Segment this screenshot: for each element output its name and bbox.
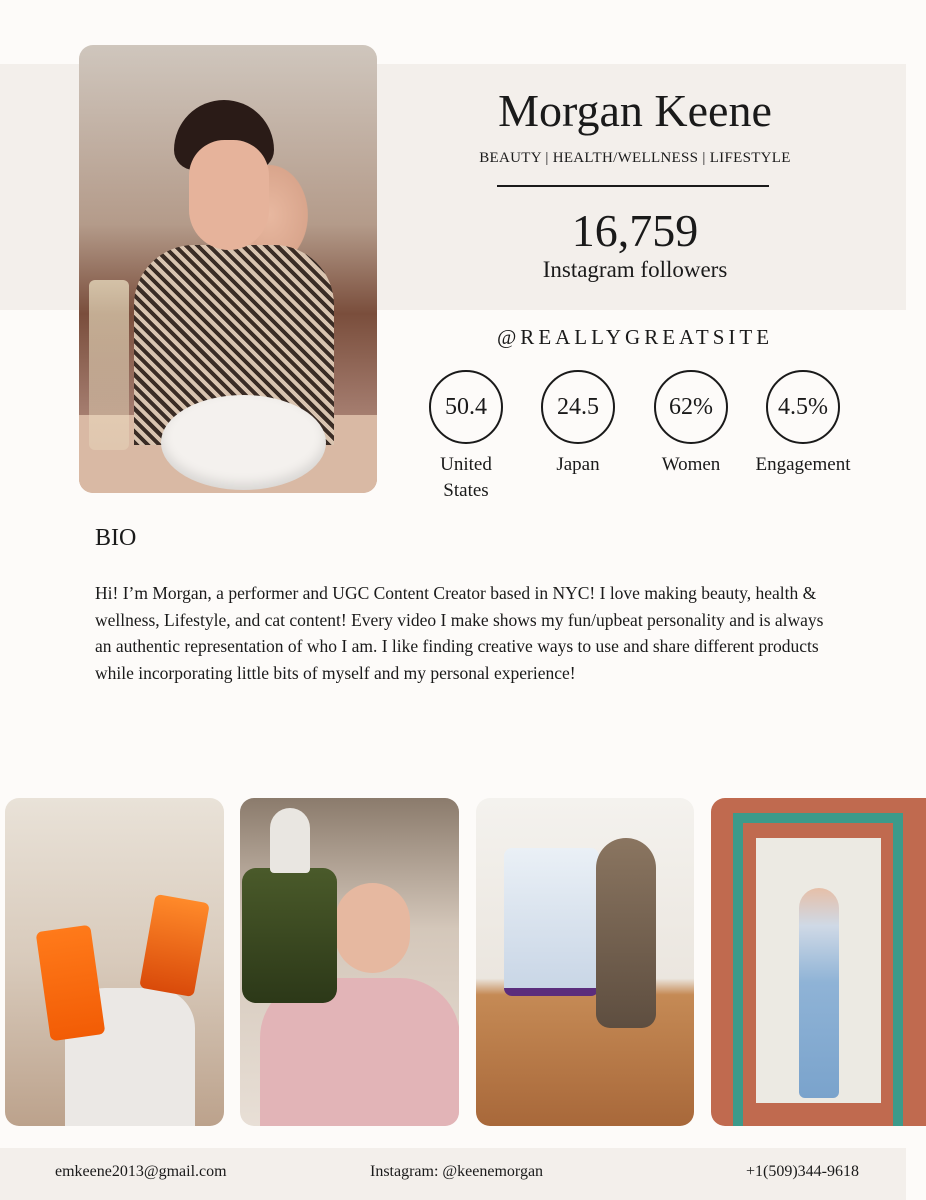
- footer-email: emkeene2013@gmail.com: [55, 1163, 227, 1180]
- stat-japan: [523, 370, 633, 478]
- stat-circle: 24.5: [541, 370, 615, 444]
- niche-tagline: BEAUTY | HEALTH/WELLNESS | LIFESTYLE: [479, 150, 791, 166]
- stat-women: [636, 370, 746, 478]
- gallery-photo-skincare: [5, 798, 224, 1126]
- stat-label: Japan: [556, 454, 600, 475]
- footer-phone: +1(509)344-9618: [746, 1163, 860, 1180]
- gallery-photo-serum: [240, 798, 459, 1126]
- stat-label: Women: [661, 454, 721, 475]
- bio-text: Hi! I’m Morgan, a performer and UGC Content Creator based in NYC! I love making beauty, health & wellness, Lifestyle, and cat content! Every video I make shows my fun/upbeat personality and is always an authentic representation of who I am. I like finding creative ways to use and share different products while incorporating little bits of myself and my personal experience!: [95, 583, 824, 683]
- stat-circle: 50.4: [429, 370, 503, 444]
- stat-engagement: [748, 370, 858, 478]
- gallery-photo-doorway: [711, 798, 926, 1126]
- divider: [497, 185, 769, 187]
- stat-label: United States: [440, 454, 492, 501]
- followers-label: Instagram followers: [542, 257, 728, 282]
- footer: [0, 1148, 906, 1200]
- stat-circle: 4.5%: [766, 370, 840, 444]
- profile-photo: [79, 45, 377, 493]
- bio-title: BIO: [95, 525, 137, 551]
- creator-name: Morgan Keene: [498, 85, 772, 136]
- stat-label: Engagement: [755, 454, 851, 475]
- stat-circle: 62%: [654, 370, 728, 444]
- footer-instagram: Instagram: @keenemorgan: [370, 1163, 544, 1180]
- followers-count: 16,759: [571, 205, 699, 256]
- gallery-photo-cat: [476, 798, 694, 1126]
- stat-united-states: [411, 370, 521, 504]
- social-handle: @REALLYGREATSITE: [496, 325, 774, 349]
